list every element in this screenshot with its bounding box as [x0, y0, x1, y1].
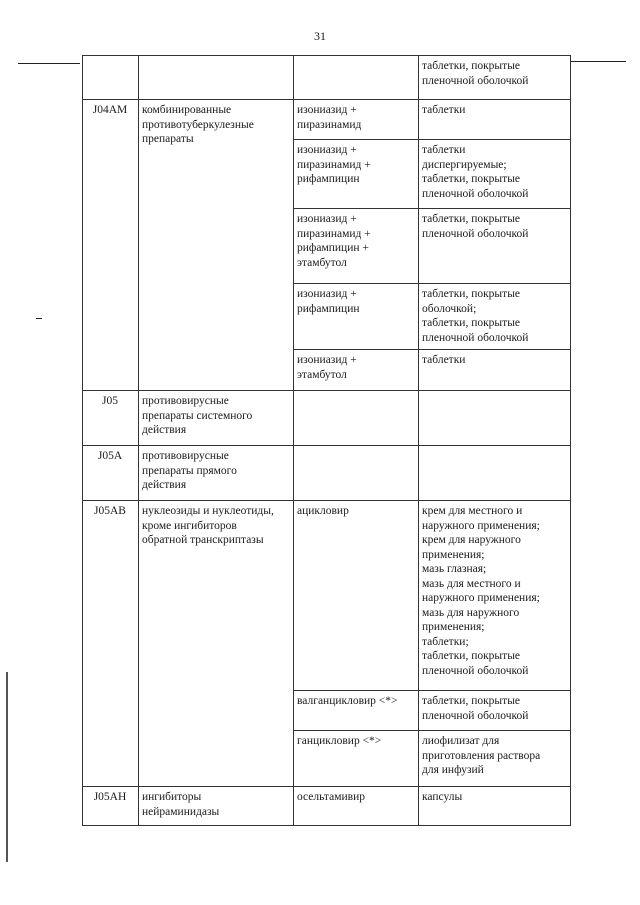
dosage-form-cell: капсулы: [419, 787, 571, 826]
atc-code-cell: J05AH: [83, 787, 139, 826]
dosage-form-cell: таблетки, покрытые оболочкой; таблетки, покрытые пленочной оболочкой: [419, 284, 571, 350]
scan-artifact-line: [6, 672, 8, 862]
group-cell: [139, 56, 294, 100]
group-cell: противовирусные препараты прямого действия: [139, 446, 294, 501]
atc-code-cell: J05AB: [83, 501, 139, 787]
dosage-form-cell: лиофилизат для приготовления раствора для инфузий: [419, 731, 571, 787]
drug-cell: изониазид + этамбутол: [294, 350, 419, 391]
group-cell: противовирусные препараты системного действия: [139, 391, 294, 446]
drug-cell: ганцикловир <*>: [294, 731, 419, 787]
dosage-form-cell: таблетки, покрытые пленочной оболочкой: [419, 209, 571, 284]
drug-list-table: [82, 55, 571, 826]
atc-code-cell: J05A: [83, 446, 139, 501]
atc-code-cell: J05: [83, 391, 139, 446]
table-row: [83, 501, 571, 691]
scan-artifact-line: [570, 61, 626, 62]
dosage-form-cell: таблетки, покрытые пленочной оболочкой: [419, 691, 571, 731]
atc-code-cell: J04AM: [83, 100, 139, 391]
dosage-form-cell: крем для местного и наружного применения; крем для наружного применения; мазь глазная; мазь для местного и наружного применения; мазь для наружного применения; таблетки; таблетки, покрытые пленочной оболочкой: [419, 501, 571, 691]
drug-cell: изониазид + пиразинамид + рифампицин + этамбутол: [294, 209, 419, 284]
table-row: [83, 446, 571, 501]
drug-cell: ацикловир: [294, 501, 419, 691]
dosage-form-cell: таблетки, покрытые пленочной оболочкой: [419, 56, 571, 100]
dosage-form-cell: [419, 446, 571, 501]
scan-artifact-line: [18, 63, 80, 64]
drug-cell: изониазид + пиразинамид: [294, 100, 419, 140]
group-cell: комбинированные противотуберкулезные препараты: [139, 100, 294, 391]
table-row: [83, 100, 571, 140]
dosage-form-cell: таблетки: [419, 350, 571, 391]
page-number: 31: [314, 29, 326, 43]
table-row: [83, 391, 571, 446]
drug-cell: изониазид + пиразинамид + рифампицин: [294, 140, 419, 209]
group-cell: нуклеозиды и нуклеотиды, кроме ингибиторов обратной транскриптазы: [139, 501, 294, 787]
drug-cell: [294, 391, 419, 446]
table-row: [83, 787, 571, 826]
dosage-form-cell: таблетки: [419, 100, 571, 140]
table-row: [83, 56, 571, 100]
dosage-form-cell: [419, 391, 571, 446]
drug-cell: валганцикловир <*>: [294, 691, 419, 731]
drug-cell: осельтамивир: [294, 787, 419, 826]
atc-code-cell: [83, 56, 139, 100]
scan-artifact-line: [36, 318, 42, 319]
dosage-form-cell: таблетки диспергируемые; таблетки, покрытые пленочной оболочкой: [419, 140, 571, 209]
drug-cell: [294, 446, 419, 501]
drug-cell: [294, 56, 419, 100]
drug-cell: изониазид + рифампицин: [294, 284, 419, 350]
group-cell: ингибиторы нейраминидазы: [139, 787, 294, 826]
